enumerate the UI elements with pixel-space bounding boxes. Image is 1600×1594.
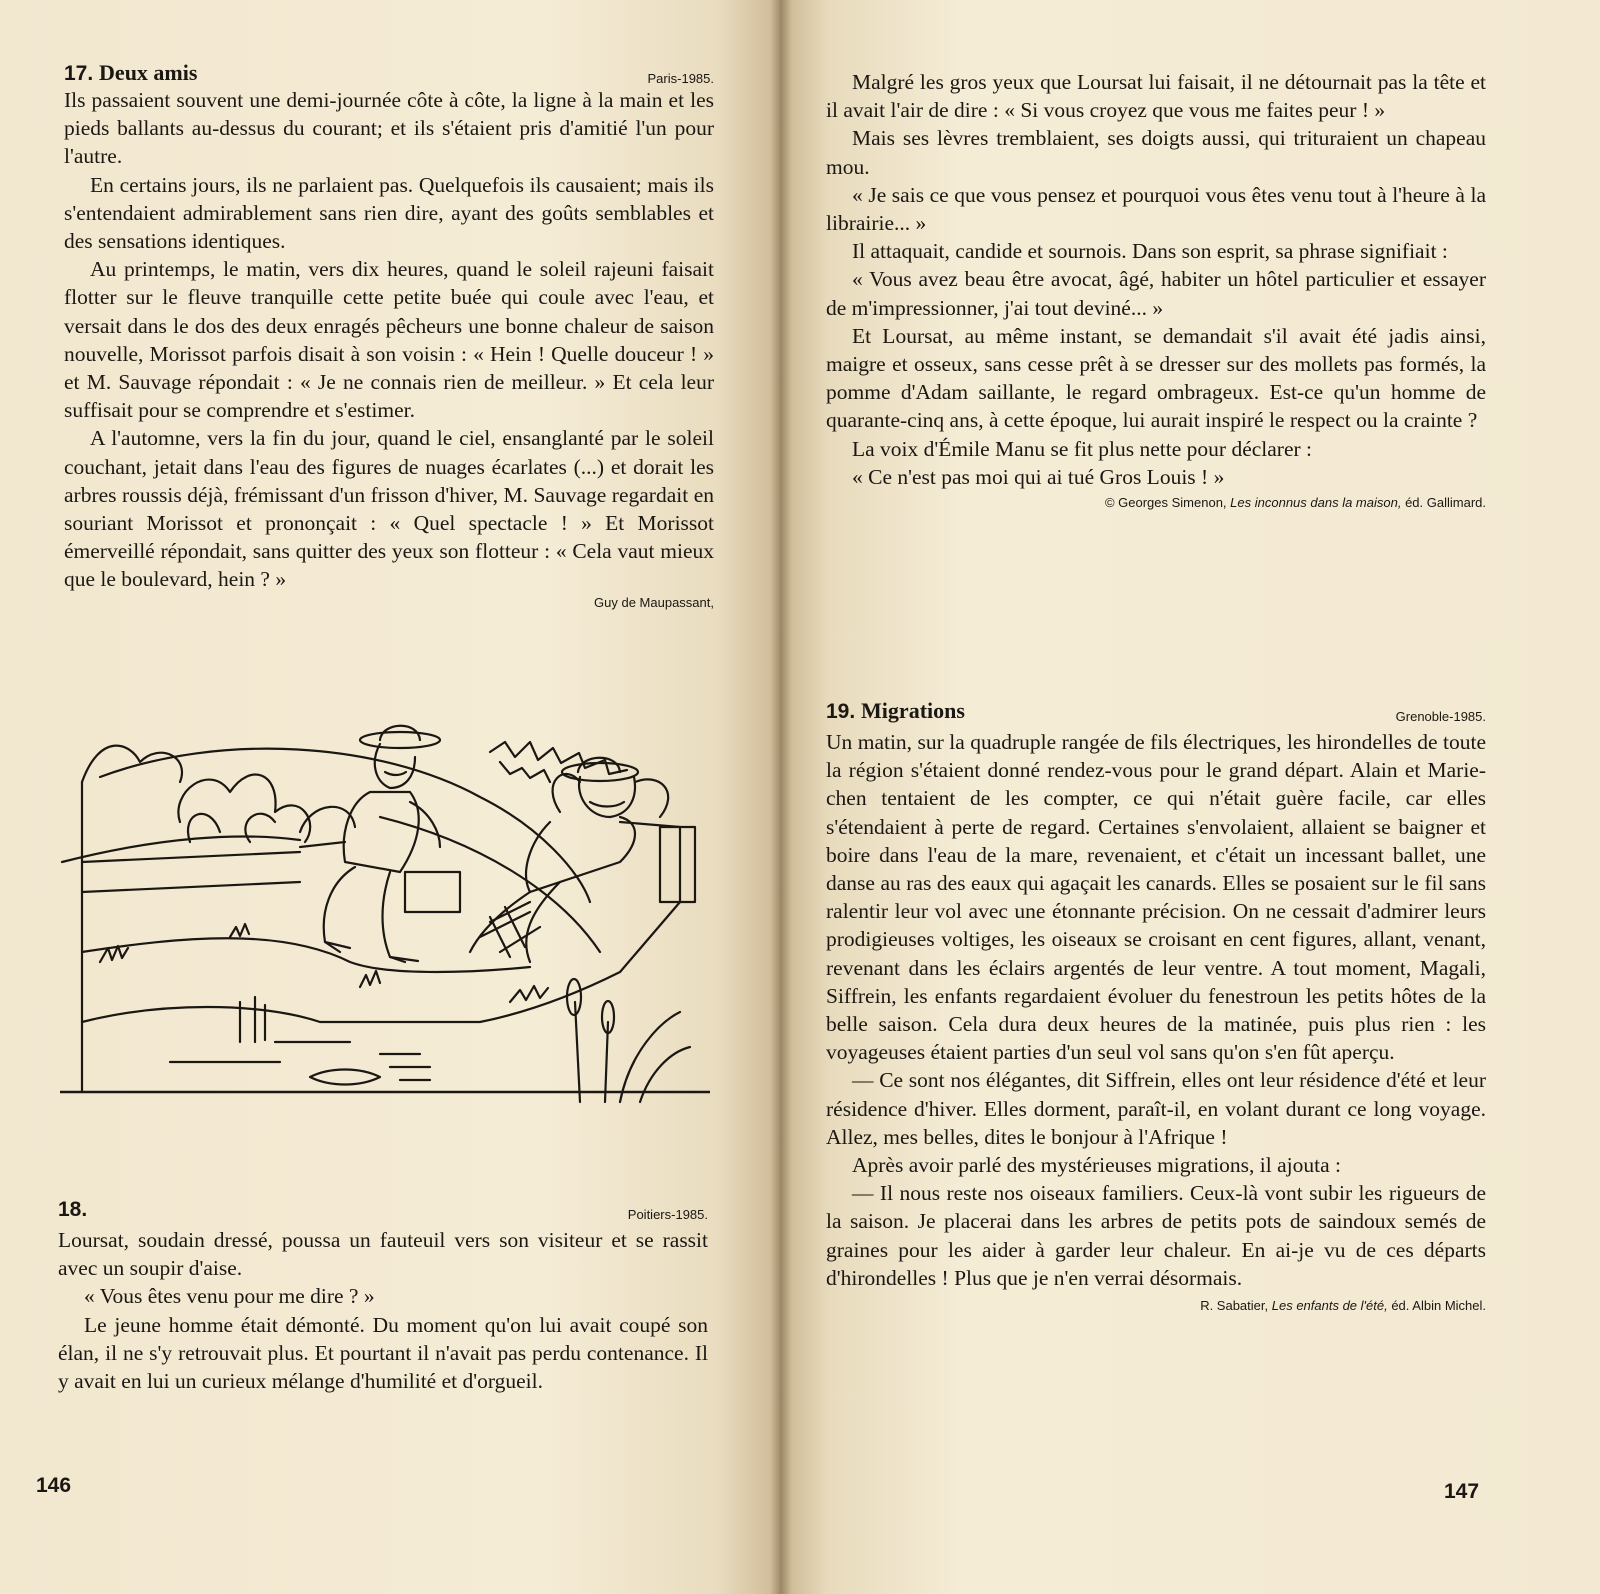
paragraph: — Ce sont nos élégantes, dit Siffrein, elles ont leur résidence d'été et leur résidence d'hiver. Elles dorment, paraît-il, en volant durant ce long voyage. Allez, mes belles, dites le bonjour à l'Afrique ! — [826, 1068, 1486, 1149]
credit-title: Les enfants de l'été, — [1271, 1298, 1388, 1314]
book-gutter — [770, 0, 792, 1594]
section-17-credit: Guy de Maupassant, — [594, 594, 714, 610]
right-page — [780, 0, 1600, 1594]
section-17-title: Deux amis — [99, 60, 198, 85]
section-19-title: Migrations — [861, 698, 965, 723]
paragraph: Le jeune homme était démonté. Du moment qu'on lui avait coupé son élan, il ne s'y retrouvait plus. Et pourtant il n'avait pas perdu contenance. Il y avait en lui un curieux mélange d'humilité et d'orgueil. — [58, 1312, 708, 1394]
section-19-number: 19. — [826, 700, 856, 723]
paragraph: Un matin, sur la quadruple rangée de fils électriques, les hirondelles de toute la région s'étaient donné rendez-vous pour le grand départ. Alain et Marie-chen tentaient de les compter, ce qui n'était guère facile, car elles s'étendaient à perte de regard. Certaines s'envolaient, allaient se baigner et boire dans l'eau de la mare, revenaient, et c'était un incessant ballet, une danse au ras des eaux qui agaçait les canards. Elles se posaient sur le fil sans ralentir leur vol avec une étonnante précision. On ne cessait d'admirer leurs prodigieuses voltiges, les oiseaux se croisant en cent figures, allant, venant, revenant dans les éclairs argentés de leur ventre. A tout moment, Magali, Siffrein, les enfants regardaient évoluer du fenestroun les petits hôtes de la belle saison. Cela dura deux heures de la matinée, puis plus rien : les voyageuses étaient parties d'un seul vol sans qu'on s'en fût aperçu. — [826, 730, 1486, 1065]
section-18-credit — [826, 495, 1486, 510]
section-19-source: Grenoble-1985. — [1395, 709, 1486, 724]
credit-title: Les inconnus dans la maison, — [1230, 495, 1402, 511]
paragraph: En certains jours, ils ne parlaient pas. Quelquefois ils causaient; mais ils s'entendaient admirablement sans rien dire, ayant des goûts semblables et des sensations identiques. — [64, 172, 714, 254]
paragraph: Ils passaient souvent une demi-journée côte à côte, la ligne à la main et les pieds ballants au-dessus du courant; et ils s'étaient pris d'amitié l'un pour l'autre. — [64, 88, 714, 169]
credit-publisher: éd. Albin Michel. — [1391, 1298, 1486, 1314]
paragraph: Malgré les gros yeux que Loursat lui faisait, il ne détournait pas la tête et il avait l'air de dire : « Si vous croyez que vous me faites peur ! » — [826, 70, 1486, 123]
paragraph: « Je sais ce que vous pensez et pourquoi vous êtes venu tout à l'heure à la librairie... » — [826, 182, 1486, 236]
section-17-number: 17. — [64, 62, 94, 85]
section-17-credit-row — [64, 594, 714, 612]
page-number-left: 146 — [36, 1474, 72, 1497]
page-number-right: 147 — [1444, 1480, 1480, 1503]
section-19-credit — [826, 1298, 1486, 1313]
paragraph: — Il nous reste nos oiseaux familiers. Ceux-là vont subir les rigueurs de la saison. Je placerai dans les arbres de petits pots de saindoux semés de graines pour les aider à garder leur chaleur. En ai-je vu de ces départs d'hirondelles ! Plus que je n'en verrai désormais. — [826, 1181, 1486, 1290]
section-18-number: 18. — [58, 1198, 88, 1221]
section-17 — [64, 60, 714, 612]
paragraph: Mais ses lèvres tremblaient, ses doigts aussi, qui trituraient un chapeau mou. — [826, 126, 1486, 179]
credit-author: R. Sabatier, — [1200, 1298, 1269, 1314]
section-19-header — [826, 698, 1486, 724]
section-18-header — [58, 1198, 708, 1222]
paragraph: Au printemps, le matin, vers dix heures, quand le soleil rajeuni faisait flotter sur le fleuve tranquille cette petite buée qui coule avec l'eau, et versait dans le dos des deux enragés pêcheurs une bonne chaleur de saison nouvelle, Morissot parfois disait à son voisin : « Hein ! Quelle douceur ! » et M. Sauvage répondait : « Je ne connais rien de meilleur. » Et cela leur suffisait pour se comprendre et s'estimer. — [64, 257, 714, 423]
paragraph: La voix d'Émile Manu se fit plus nette pour déclarer : — [852, 436, 1313, 461]
section-18 — [58, 1198, 708, 1395]
paragraph: Après avoir parlé des mystérieuses migrations, il ajouta : — [852, 1153, 1341, 1178]
left-page — [0, 0, 780, 1594]
section-17-header — [64, 60, 714, 86]
paragraph: A l'automne, vers la fin du jour, quand le ciel, ensanglanté par le soleil couchant, jetait dans l'eau des figures de nuages écarlates (...) et dorait les arbres roussis déjà, frémissant d'un frisson d'hiver, M. Sauvage regardait en souriant Morissot et prononçait : « Quel spectacle ! » Et Morissot émerveillé répondait, sans quitter des yeux son flotteur : « Cela vaut mieux que le boulevard, hein ? » — [64, 426, 714, 592]
credit-publisher: éd. Gallimard. — [1405, 495, 1486, 511]
fishing-illustration — [60, 722, 710, 1114]
section-18-continued — [826, 68, 1486, 510]
credit-author: © Georges Simenon, — [1104, 495, 1227, 511]
section-18-source: Poitiers-1985. — [627, 1207, 708, 1222]
paragraph: « Vous êtes venu pour me dire ? » — [84, 1284, 375, 1309]
paragraph: « Vous avez beau être avocat, âgé, habiter un hôtel particulier et essayer de m'impressionner, j'ai tout deviné... » — [826, 267, 1486, 320]
section-19-heading — [826, 698, 965, 724]
paragraph: Loursat, soudain dressé, poussa un fauteuil vers son visiteur et se rassit avec un soupir d'aise. — [58, 1228, 708, 1281]
paragraph: Il attaquait, candide et sournois. Dans son esprit, sa phrase signifiait : — [852, 239, 1448, 264]
paragraph: « Ce n'est pas moi qui ai tué Gros Louis ! » — [852, 464, 1225, 489]
section-19 — [826, 698, 1486, 1313]
paragraph: Et Loursat, au même instant, se demandait s'il avait été jadis ainsi, maigre et osseux, sans cesse prêt à se dresser sur des mollets pas formés, la pomme d'Adam saillante, le regard ombrageux. Est-ce qu'un homme de quarante-cinq ans, à cette époque, lui aurait inspiré le respect ou la crainte ? — [826, 323, 1486, 433]
section-17-source: Paris-1985. — [647, 71, 714, 86]
section-17-heading — [64, 60, 197, 86]
